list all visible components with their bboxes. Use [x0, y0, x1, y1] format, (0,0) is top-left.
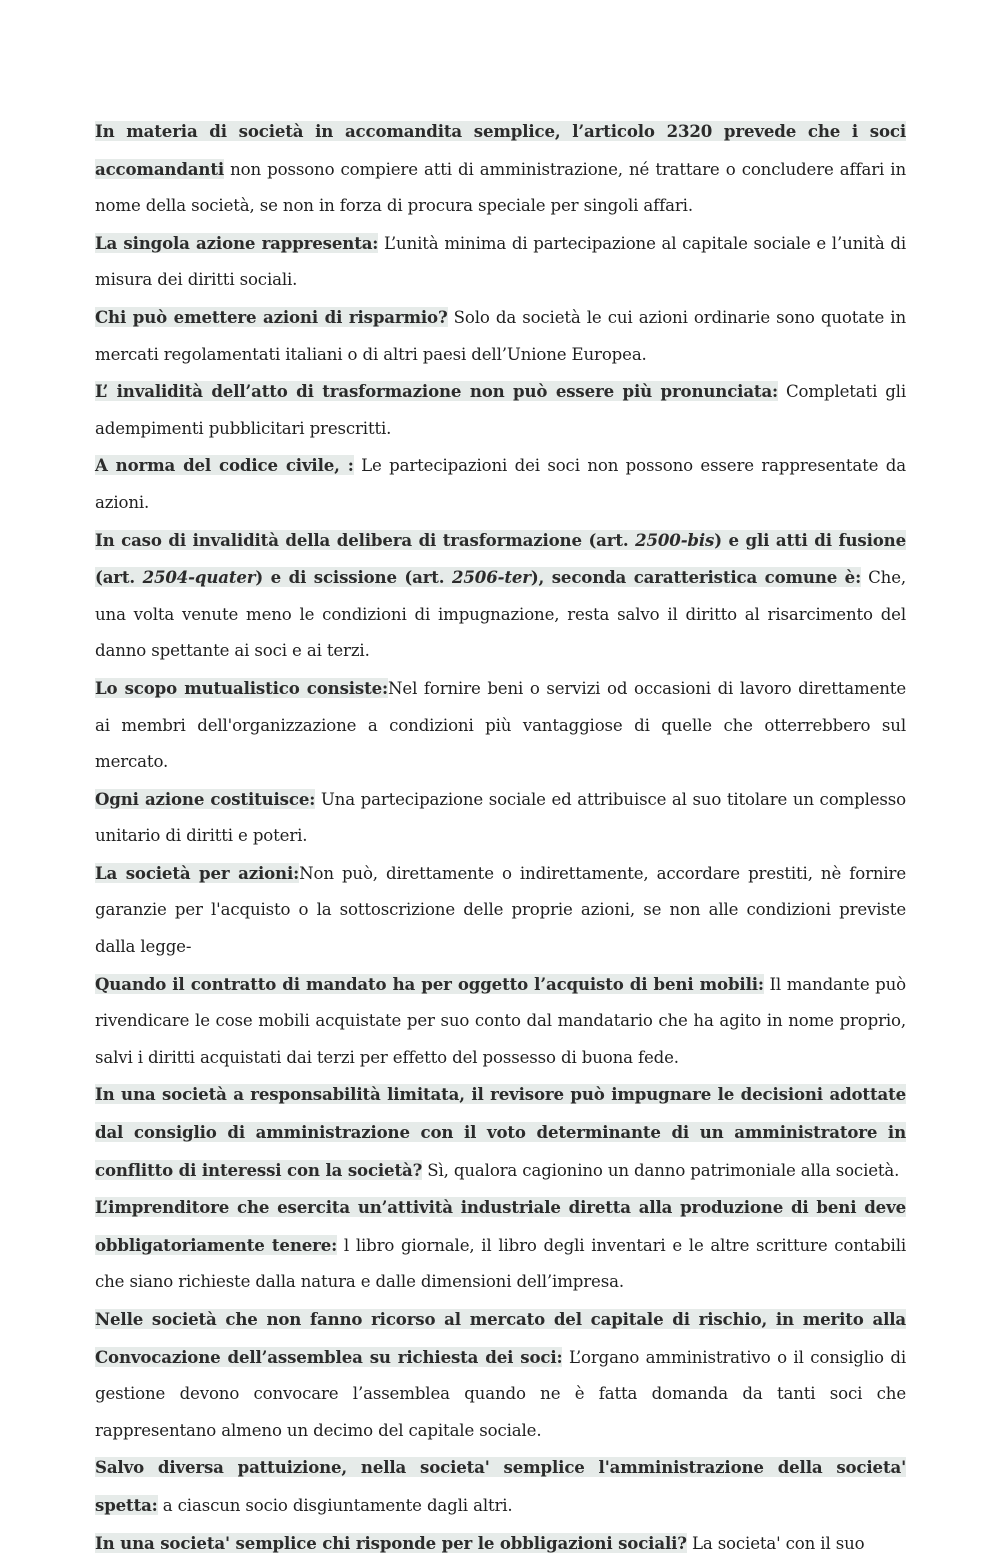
question-text: Nelle società che non fanno ricorso al mercato del capitale di rischio, in merito alla Convocazione dell’assemblea su richiesta dei soci: — [95, 1309, 906, 1367]
answer-text: L’organo amministrativo o il consiglio di gestione devono convocare l’assemblea quando ne è fatta domanda da tanti soci che rappresentano almeno un decimo del capitale sociale. — [95, 1347, 906, 1440]
question-text: L’imprenditore che esercita un’attività industriale diretta alla produzione di beni deve obbligatoriamente tenere: — [95, 1197, 906, 1255]
question-fragment: ) e gli atti di fusione (art. — [95, 529, 906, 588]
question-text: Quando il contratto di mandato ha per oggetto l’acquisto di beni mobili: — [95, 973, 764, 994]
question-text: Ogni azione costituisce: — [95, 788, 316, 809]
qa-item — [95, 781, 906, 855]
qa-item — [95, 670, 906, 781]
question-text: La singola azione rappresenta: — [95, 232, 379, 253]
qa-item — [95, 373, 906, 447]
question-fragment: In caso di invalidità della delibera di trasformazione (art. — [95, 529, 636, 550]
answer-text: L’unità minima di partecipazione al capitale sociale e l’unità di misura dei diritti sociali. — [95, 233, 906, 290]
answer-text: Una partecipazione sociale ed attribuisce al suo titolare un complesso unitario di diritti e poteri. — [95, 789, 906, 846]
answer-text: Le partecipazioni dei soci non possono essere rappresentate da azioni. — [95, 456, 906, 512]
qa-item — [95, 1189, 906, 1301]
question-text: Lo scopo mutualistico consiste: — [95, 677, 389, 698]
answer-text: Che, una volta venute meno le condizioni di impugnazione, resta salvo il diritto al risarcimento del danno spettante ai soci e ai terzi. — [95, 568, 906, 661]
answer-text: non possono compiere atti di amministrazione, né trattare o concludere affari in nome della società, se non in forza di procura speciale per singoli affari. — [95, 159, 906, 216]
document-page — [95, 113, 906, 1562]
article-reference: 2504-quater — [142, 567, 256, 588]
question-fragment: ) e di scissione (art. — [255, 567, 452, 588]
question-text: La società per azioni: — [95, 862, 300, 883]
qa-item — [95, 447, 906, 521]
question-text: In una societa' semplice chi risponde per le obbligazioni sociali? — [95, 1532, 687, 1553]
answer-text: a ciascun socio disgiuntamente dagli altri. — [157, 1495, 513, 1515]
question-text: A norma del codice civile, : — [95, 455, 354, 476]
question-text: In materia di società in accomandita semplice, l’articolo 2320 prevede che i soci accomandanti — [95, 121, 906, 179]
question-text: L’ invalidità dell’atto di trasformazione non può essere più pronunciata: — [95, 381, 779, 402]
question-fragment: ), seconda caratteristica comune è: — [530, 567, 862, 588]
qa-item — [95, 299, 906, 373]
answer-text: l libro giornale, il libro degli inventari e le altre scritture contabili che siano richieste dalla natura e dalle dimensioni dell’impresa. — [95, 1235, 907, 1292]
qa-item — [95, 522, 906, 670]
question-text: Chi può emettere azioni di risparmio? — [95, 306, 448, 327]
question-text — [95, 530, 906, 588]
qa-item — [95, 1449, 906, 1524]
question-text: In una società a responsabilità limitata, il revisore può impugnare le decisioni adottate dal consiglio di amministrazione con il voto determinante di un amministratore in conflitto di interessi con la società? — [95, 1084, 906, 1180]
answer-text: La societa' con il suo — [686, 1533, 865, 1553]
qa-item — [95, 855, 906, 966]
answer-text: Completati gli adempimenti pubblicitari prescritti. — [95, 382, 906, 438]
answer-text: Non può, direttamente o indirettamente, accordare prestiti, nè fornire garanzie per l'acquisto o la sottoscrizione delle proprie azioni, se non alle condizioni previste dalla legge- — [95, 863, 906, 957]
qa-item — [95, 1525, 906, 1562]
answer-text: Solo da società le cui azioni ordinarie sono quotate in mercati regolamentati italiani o di altri paesi dell’Unione Europea. — [95, 307, 907, 364]
qa-item — [95, 1076, 906, 1189]
answer-text: Il mandante può rivendicare le cose mobili acquistate per suo conto dal mandatario che ha agito in nome proprio, salvi i diritti acquistati dai terzi per effetto del possesso di buona fede. — [95, 974, 907, 1067]
qa-item — [95, 1301, 906, 1449]
article-reference: 2500-bis — [635, 529, 715, 550]
qa-item — [95, 113, 906, 225]
answer-text: Sì, qualora cagionino un danno patrimoniale alla società. — [422, 1160, 900, 1180]
qa-item — [95, 225, 906, 299]
question-text: Salvo diversa pattuizione, nella societa' semplice l'amministrazione della societa' spetta: — [95, 1457, 906, 1515]
article-reference: 2506-ter — [452, 567, 531, 588]
qa-item — [95, 966, 906, 1077]
answer-text: Nel fornire beni o servizi od occasioni di lavoro direttamente ai membri dell'organizzazione a condizioni più vantaggiose di quelle che otterrebbero sul mercato. — [95, 678, 906, 772]
